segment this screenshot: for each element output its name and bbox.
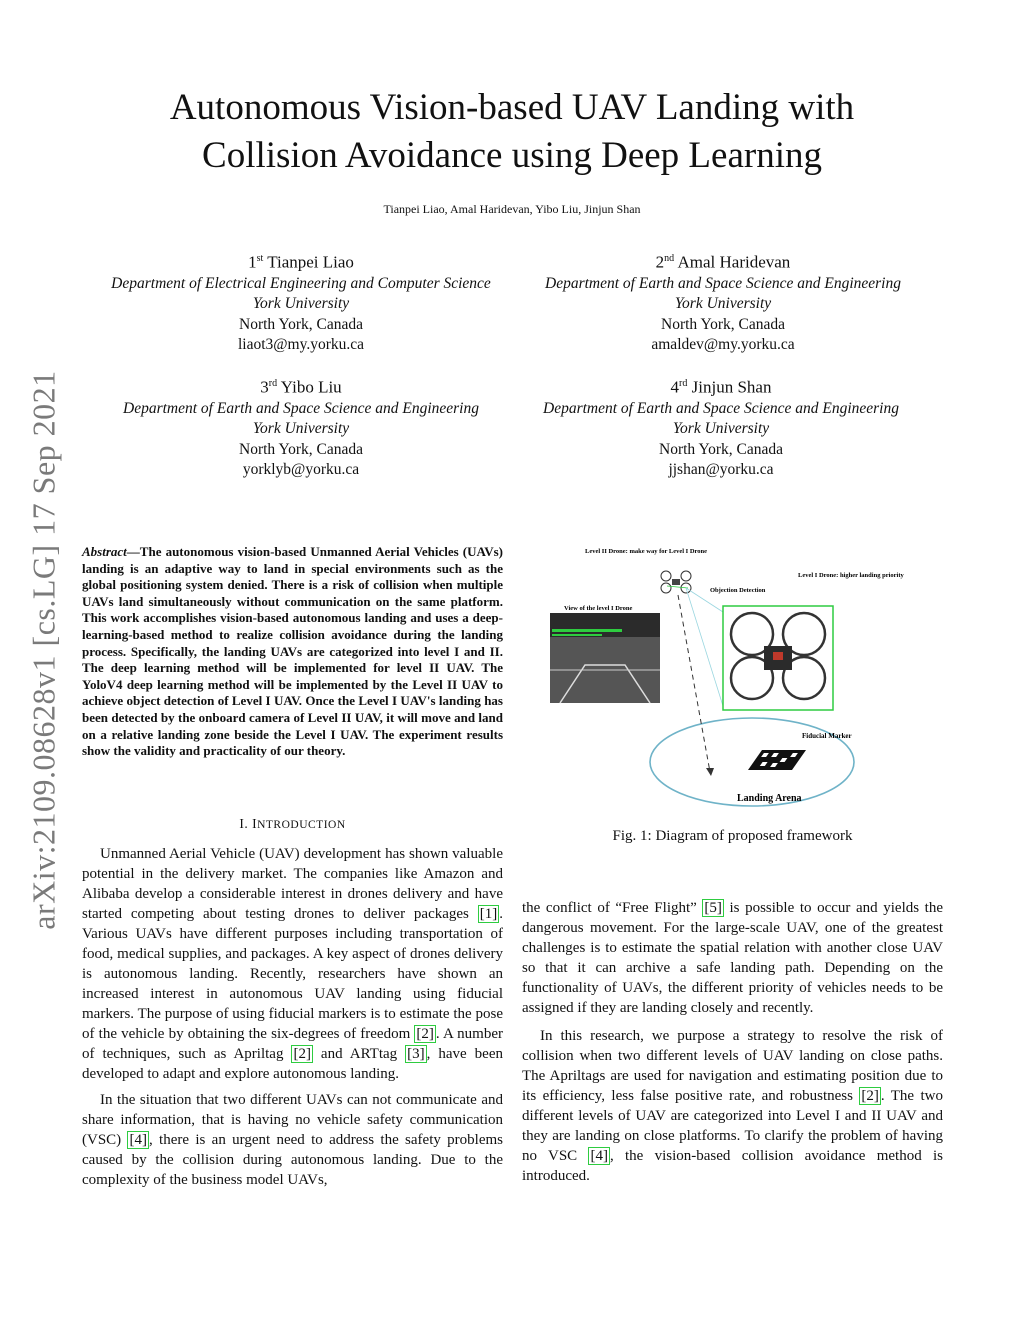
author-name: 3rd Yibo Liu [260, 377, 342, 397]
author-university: York University [674, 295, 772, 313]
level2-drone-label: Level II Drone: make way for Level I Drone [585, 548, 708, 555]
author-block-3 [86, 373, 516, 481]
author-name: 2nd Amal Haridevan [655, 252, 791, 272]
paper-title [60, 84, 964, 180]
author-department: Department of Earth and Space Science and Engineering [543, 399, 899, 417]
author-email[interactable]: amaldev@my.yorku.ca [651, 336, 795, 354]
author-email[interactable]: yorklyb@yorku.ca [242, 461, 360, 479]
figure-caption: Fig. 1: Diagram of proposed framework [612, 828, 853, 844]
author-city: North York, Canada [659, 440, 783, 458]
author-byline: Tianpei Liao, Amal Haridevan, Yibo Liu, Jinjun Shan [383, 202, 641, 216]
detection-label: Objection Detection [710, 587, 766, 594]
intro-text [82, 844, 503, 1190]
author-university: York University [252, 420, 350, 438]
abstract-lead: Abstract [82, 544, 127, 559]
author-university: York University [252, 295, 350, 313]
citation-link[interactable]: [4] [590, 1148, 608, 1164]
citation-link[interactable]: [2] [861, 1088, 879, 1104]
author-block-1 [86, 248, 516, 356]
citation-link[interactable]: [2] [293, 1046, 311, 1062]
author-name: 4rd Jinjun Shan [670, 377, 772, 397]
citation-link[interactable]: [5] [704, 900, 722, 916]
landing-arena-label: Landing Arena [737, 793, 802, 804]
paragraph: Unmanned Aerial Vehicle (UAV) development has shown valuable potential in the delivery market. The companies like Amazon and Alibaba develop a considerable interest in drones delivery and have started competing about testing drones to deliver packages [1] . Various UAVs have different purposes including transportation of food, medical supplies, and packages. A key aspect of drones delivery is autonomous landing. Recently, researchers have shown an increased interest in autonomous UAV landing using fiducial markers. The purpose of using fiducial markers is to estimate the pose of the vehicle by obtaining the six-degrees of freedom [2] . A number of techniques, such as Apriltag [2] and ARTtag [3] , have been developed to adapt and explore autonomous landing. [82, 846, 504, 1082]
descent-path [678, 595, 710, 772]
figure-diagram [530, 540, 950, 820]
author-block-4 [506, 373, 936, 481]
author-email[interactable]: liaot3@my.yorku.ca [237, 336, 365, 354]
author-city: North York, Canada [239, 315, 363, 333]
author-email[interactable]: jjshan@yorku.ca [668, 461, 774, 479]
citation-link[interactable]: [3] [407, 1046, 425, 1062]
paragraph: In this research, we purpose a strategy to resolve the risk of collision when two different levels of UAV landing on close paths. The Apriltags are used for navigation and estimating position due to its efficiency, less false positive rate, and robustness [2] . The two different levels of UAV are categorized into Level I and II UAV and they are landing on close platforms. To clarify the problem of having no VSC [4] , the vision-based collision avoidance method is introduced. [522, 1028, 943, 1184]
abstract [82, 544, 503, 760]
right-column-text [522, 898, 943, 1186]
paragraph: the conflict of “Free Flight” [5] is possible to occur and yields the dangerous movement. For the large-scale UAV, one of the greatest challenges is to estimate the spatial relation with another close UAV so that it can archive a safe landing path. Depending on the functionality of UAVs, the different priority of vehicles needs to be assigned if they are landing closely and recently. [522, 900, 943, 1016]
title-line-1: Autonomous Vision-based UAV Landing with [169, 87, 855, 128]
citation-link[interactable]: [2] [416, 1026, 434, 1042]
author-city: North York, Canada [239, 440, 363, 458]
author-department: Department of Electrical Engineering and Computer Science [111, 274, 491, 292]
author-name: 1st Tianpei Liao [248, 252, 354, 272]
arxiv-side-label: arXiv:2109.08628v1 [cs.LG] 17 Sep 2021 [25, 370, 62, 930]
citation-link[interactable]: [4] [129, 1132, 147, 1148]
author-department: Department of Earth and Space Science and Engineering [545, 274, 901, 292]
author-department: Department of Earth and Space Science and Engineering [123, 399, 479, 417]
level1-drone-label: Level I Drone: higher landing priority [798, 572, 904, 579]
fiducial-marker-label: Fiducial Marker [802, 732, 852, 740]
author-city: North York, Canada [661, 315, 785, 333]
paragraph: In the situation that two different UAVs can not communicate and share information, that is having no vehicle safety communication (VSC) [4] , there is an urgent need to address the safety problems caused by the collision during autonomous landing. Due to the complexity of the business model UAVs, [82, 1092, 503, 1188]
citation-link[interactable]: [1] [479, 906, 498, 922]
title-line-2: Collision Avoidance using Deep Learning [202, 135, 822, 176]
abstract-text: —The autonomous vision-based Unmanned Aerial Vehicles (UAVs) landing is an adaptive way to land in special environments such as the global positioning system denied. There is a risk of collision when multiple UAVs land simultaneously without communication on the same platform. This work accomplishes vision-based autonomous landing and uses a deep-learning-based method to realize collision avoidance during the landing process. Specifically, the landing UAVs are categorized into level I and II. The deep learning method will be implemented for level II UAV. The YoloV4 deep learning method will be implemented by the Level II UAV to achieve object detection of Level I UAV. Once the Level I UAV's landing has been detected by the onboard camera of Level II UAV, it will move and land on a relative landing zone beside the Level I UAV. The experiment results show the validity and practicality of our theory. [82, 544, 503, 759]
view-label: View of the level I Drone [564, 605, 633, 612]
author-block-2 [508, 248, 938, 356]
level1-drone-icon [731, 613, 825, 699]
section-heading: I. INTRODUCTION [239, 816, 346, 831]
author-university: York University [672, 420, 770, 438]
fiducial-marker-icon [748, 750, 806, 770]
